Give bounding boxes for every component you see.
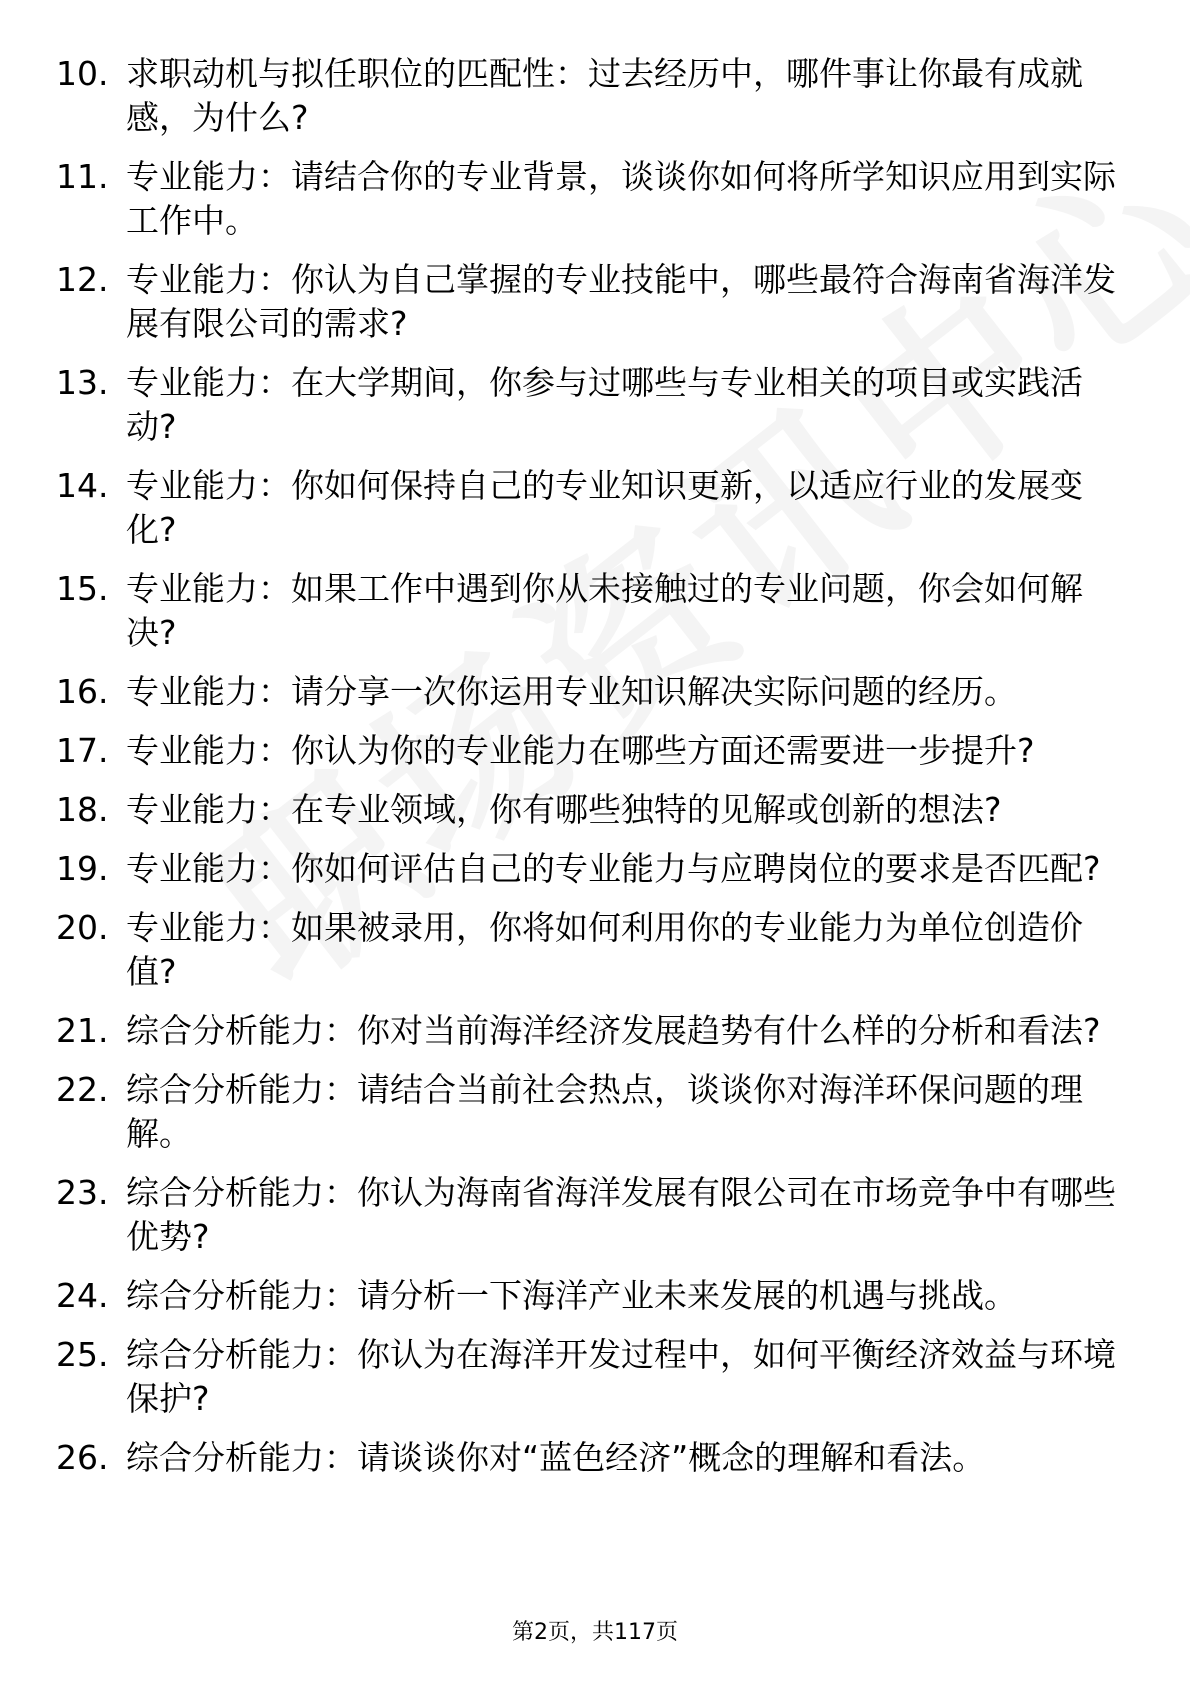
question-number: 19. [56,849,109,888]
question-text: 专业能力：你认为自己掌握的专业技能中，哪些最符合海南省海洋发展有限公司的需求? [126,260,1116,343]
question-item-17 [56,729,1116,773]
question-item-11 [56,155,1116,243]
question-item-25 [56,1333,1116,1421]
question-text: 综合分析能力：请谈谈你对“蓝色经济”概念的理解和看法。 [126,1438,986,1477]
question-text: 专业能力：请结合你的专业背景，谈谈你如何将所学知识应用到实际工作中。 [126,157,1116,240]
question-item-16 [56,670,1116,714]
question-number: 15. [56,569,109,608]
question-item-26 [56,1436,1116,1480]
page-footer [0,1618,1190,1648]
question-item-19 [56,847,1116,891]
question-number: 21. [56,1011,109,1050]
question-text: 专业能力：你如何保持自己的专业知识更新，以适应行业的发展变化? [126,466,1083,549]
question-item-22 [56,1068,1116,1156]
question-item-24 [56,1274,1116,1318]
question-text: 专业能力：你认为你的专业能力在哪些方面还需要进一步提升? [126,731,1035,770]
question-text: 综合分析能力：请分析一下海洋产业未来发展的机遇与挑战。 [126,1276,1017,1315]
question-list [56,52,1116,1495]
question-number: 18. [56,790,109,829]
question-text: 专业能力：如果工作中遇到你从未接触过的专业问题，你会如何解决? [126,569,1083,652]
question-item-23 [56,1171,1116,1259]
question-item-12 [56,258,1116,346]
question-number: 24. [56,1276,109,1315]
question-text: 综合分析能力：你认为海南省海洋发展有限公司在市场竞争中有哪些优势? [126,1173,1116,1256]
question-item-15 [56,567,1116,655]
question-item-10 [56,52,1116,140]
question-item-21 [56,1009,1116,1053]
question-item-13 [56,361,1116,449]
question-item-14 [56,464,1116,552]
question-text: 专业能力：在大学期间，你参与过哪些与专业相关的项目或实践活动? [126,363,1083,446]
question-number: 16. [56,672,109,711]
question-text: 专业能力：在专业领域，你有哪些独特的见解或创新的想法? [126,790,1002,829]
question-text: 专业能力：请分享一次你运用专业知识解决实际问题的经历。 [126,672,1017,711]
question-text: 综合分析能力：请结合当前社会热点，谈谈你对海洋环保问题的理解。 [126,1070,1083,1153]
question-text: 综合分析能力：你认为在海洋开发过程中，如何平衡经济效益与环境保护? [126,1335,1116,1418]
question-text: 综合分析能力：你对当前海洋经济发展趋势有什么样的分析和看法? [126,1011,1101,1050]
page-number-label: 第2页，共117页 [512,1620,678,1645]
question-number: 12. [56,260,109,299]
question-text: 专业能力：你如何评估自己的专业能力与应聘岗位的要求是否匹配? [126,849,1101,888]
question-number: 17. [56,731,109,770]
question-number: 26. [56,1438,109,1477]
question-number: 10. [56,54,109,93]
question-number: 23. [56,1173,109,1212]
question-item-18 [56,788,1116,832]
question-number: 13. [56,363,109,402]
question-text: 专业能力：如果被录用，你将如何利用你的专业能力为单位创造价值? [126,908,1083,991]
question-item-20 [56,906,1116,994]
question-number: 14. [56,466,109,505]
question-number: 25. [56,1335,109,1374]
question-text: 求职动机与拟任职位的匹配性：过去经历中，哪件事让你最有成就感，为什么? [126,54,1083,137]
question-number: 22. [56,1070,109,1109]
question-number: 11. [56,157,109,196]
question-number: 20. [56,908,109,947]
